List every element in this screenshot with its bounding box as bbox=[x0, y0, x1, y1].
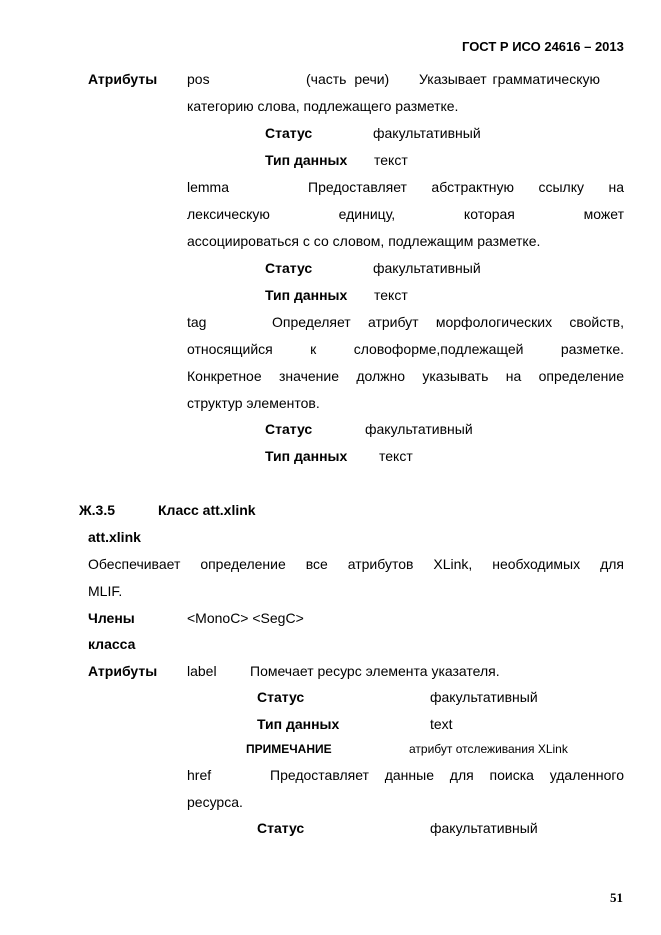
attr-pos-desc-cont: категорию слова, подлежащего разметке. bbox=[187, 98, 459, 114]
datatype-label: Тип данных bbox=[265, 448, 348, 464]
status-value: факультативный bbox=[365, 421, 473, 437]
note-value: атрибут отслеживания XLink bbox=[409, 742, 568, 756]
class-name: att.xlink bbox=[88, 529, 141, 545]
attr-tag-desc-start: Определяет атрибут морфологических свойств, bbox=[272, 314, 624, 330]
attr-tag-desc-line4: структур элементов. bbox=[187, 395, 320, 411]
datatype-label: Тип данных bbox=[265, 152, 348, 168]
datatype-value: текст bbox=[374, 152, 408, 168]
attr-name-label: label bbox=[187, 663, 217, 679]
attr-pos-desc-start: Указывает грамматическую bbox=[419, 71, 600, 87]
datatype-label: Тип данных bbox=[257, 716, 340, 732]
attr-lemma-desc-start: Предоставляет абстрактную ссылку на bbox=[308, 179, 624, 195]
attr-tag-desc-line2: относящийся к словоформе,подлежащей разметке. bbox=[187, 341, 624, 357]
section-number: Ж.3.5 bbox=[79, 502, 116, 518]
attr-name-pos: pos bbox=[187, 71, 210, 87]
status-label: Статус bbox=[265, 260, 313, 276]
attr-pos-qualifier: (часть речи) bbox=[306, 71, 390, 87]
status-label: Статус bbox=[257, 689, 305, 705]
attr-lemma-desc-end: ассоциироваться с со словом, подлежащим разметке. bbox=[187, 233, 541, 249]
class-description: Обеспечивает определение все атрибутов XLink, необходимых для bbox=[88, 556, 624, 572]
members-label: Члены bbox=[88, 610, 135, 626]
attributes-label: Атрибуты bbox=[88, 663, 158, 679]
status-label: Статус bbox=[257, 820, 305, 836]
attr-name-lemma: lemma bbox=[187, 179, 230, 195]
status-value: факультативный bbox=[430, 689, 538, 705]
attr-label-desc: Помечает ресурс элемента указателя. bbox=[250, 663, 500, 679]
attributes-label: Атрибуты bbox=[88, 71, 158, 87]
page-number: 51 bbox=[610, 890, 623, 905]
attr-href-desc: Предоставляет данные для поиска удаленного bbox=[270, 767, 624, 783]
section-title: Класс att.xlink bbox=[158, 502, 256, 518]
datatype-value: текст bbox=[379, 448, 413, 464]
note-label: ПРИМЕЧАНИЕ bbox=[246, 742, 332, 756]
members-label-cont: класса bbox=[88, 636, 136, 652]
datatype-value: текст bbox=[374, 287, 408, 303]
datatype-value: text bbox=[430, 716, 453, 732]
attr-name-href: href bbox=[187, 767, 212, 783]
members-value: <MonoC> <SegC> bbox=[187, 610, 304, 626]
class-description-cont: MLIF. bbox=[88, 583, 123, 599]
status-value: факультативный bbox=[373, 260, 481, 276]
attr-name-tag: tag bbox=[187, 314, 207, 330]
status-label: Статус bbox=[265, 125, 313, 141]
status-value: факультативный bbox=[373, 125, 481, 141]
datatype-label: Тип данных bbox=[265, 287, 348, 303]
status-label: Статус bbox=[265, 421, 313, 437]
attr-tag-desc-line3: Конкретное значение должно указывать на определение bbox=[187, 368, 624, 384]
standard-header: ГОСТ Р ИСО 24616 – 2013 bbox=[462, 39, 624, 54]
status-value: факультативный bbox=[430, 820, 538, 836]
attr-href-desc-cont: ресурса. bbox=[187, 794, 243, 810]
attr-lemma-desc-cont: лексическую единицу, которая может bbox=[187, 206, 624, 222]
